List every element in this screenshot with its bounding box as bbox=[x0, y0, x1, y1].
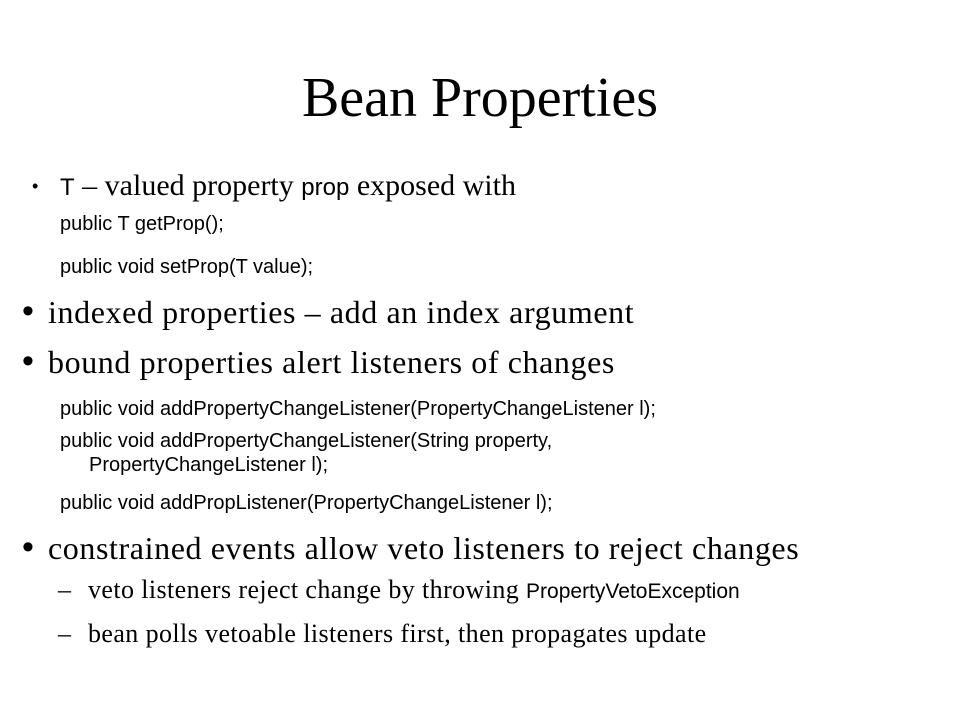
code-line-add-listener: public void addPropertyChangeListener(PropertyChangeListener l); bbox=[60, 398, 656, 420]
type-name: T bbox=[60, 174, 75, 201]
bullet-bound-properties: bound properties alert listeners of changes bbox=[48, 344, 615, 380]
code-line-add-prop-listener: public void addPropListener(PropertyChangeListener l); bbox=[60, 492, 553, 514]
sub-bullet-veto bbox=[88, 574, 740, 608]
bullet-marker: • bbox=[22, 292, 34, 330]
exception-name: PropertyVetoException bbox=[526, 580, 740, 603]
bullet-marker: • bbox=[22, 528, 34, 566]
bullet-constrained-events: constrained events allow veto listeners to reject changes bbox=[48, 530, 800, 566]
bullet-indexed-properties: indexed properties – add an index argument bbox=[48, 294, 635, 330]
code-line-add-listener-named-cont: PropertyChangeListener l); bbox=[89, 454, 329, 476]
bullet-valued-property bbox=[60, 168, 516, 206]
sub-bullet-text: veto listeners reject change by throwing bbox=[88, 575, 527, 604]
code-line-getter: public T getProp(); bbox=[60, 213, 224, 235]
bullet-marker: • bbox=[32, 176, 39, 196]
slide-title: Bean Properties bbox=[301, 67, 659, 129]
dash-marker: – bbox=[58, 619, 71, 648]
bullet-text: – valued property bbox=[74, 169, 302, 202]
code-line-setter: public void setProp(T value); bbox=[60, 256, 314, 278]
dash-marker: – bbox=[58, 575, 71, 604]
code-line-add-listener-named: public void addPropertyChangeListener(String property, bbox=[60, 430, 553, 452]
bullet-text: exposed with bbox=[349, 169, 516, 202]
prop-name: prop bbox=[301, 174, 350, 201]
bullet-marker: • bbox=[22, 342, 34, 380]
sub-bullet-polls: bean polls vetoable listeners first, then propagates update bbox=[88, 619, 707, 648]
